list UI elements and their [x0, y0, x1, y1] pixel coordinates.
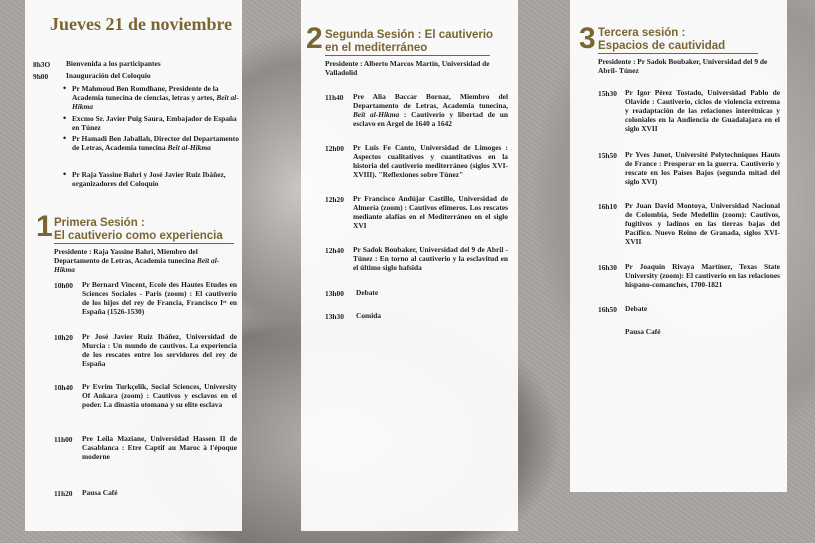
- talk-text: Comida: [356, 311, 382, 320]
- talk-text: Pr Luis Fe Canto, Universidad de Limoges : Aspectos cualitativos y cuantitativos en la historia del cautiverio mediterráneo (siglos XVI-XVIII). "Reflexiones sobre Túnez": [353, 143, 508, 179]
- talk-text: Pr Sadok Boubaker, Universidad del 9 de Abril - Túnez : En torno al cautiverio y la esclavitud en el último siglo hafsida: [353, 245, 508, 272]
- speaker-item: [72, 84, 240, 111]
- session-title: en el mediterráneo: [325, 42, 428, 54]
- opening-time: 9h00: [33, 72, 49, 81]
- talk-time: 11h00: [54, 435, 73, 444]
- speaker-name: Pr Hamadi Ben Jaballah, Director del Departamento de Letras, Academia tunecina: [72, 134, 239, 152]
- session-number: 2: [306, 22, 323, 55]
- talk-text: [353, 92, 508, 128]
- speaker-item: [72, 134, 240, 152]
- talk-time: 10h40: [54, 383, 73, 392]
- session-title: El cautiverio como experiencia: [54, 230, 223, 242]
- talk-time: 16h50: [598, 305, 617, 314]
- session-title: Tercera sesión :: [598, 27, 686, 39]
- talk-time: 10h20: [54, 333, 73, 342]
- session-title: Espacios de cautividad: [598, 40, 726, 52]
- talk-text: Debate: [625, 304, 648, 313]
- talk-time: 11h40: [325, 93, 344, 102]
- speaker-item: [72, 114, 240, 132]
- talk-text: Pr Yves Junot, Université Polytechniques Hauts de France : Prosperar en la guerra. Cautiverio y rescate en los Países Bajos (segunda mitad del siglo XVI): [625, 150, 780, 186]
- session-underline: [325, 55, 490, 56]
- talk-time: 10h00: [54, 281, 73, 290]
- talk-body: Pre Alia Baccar Bornaz, Miembro del Departamento de Letras, Academia tunecina,: [353, 92, 508, 110]
- talk-text: Pr Bernard Vincent, Ecole des Hautes Etudes en Sciences Sociales - Paris (zoom) : El cautiverio de los hijos del rey de Francia, Francisco Iᵉʳ en España (1526-1530): [82, 280, 237, 316]
- talk-text: Debate: [356, 288, 379, 297]
- talk-text: Pr Igor Pérez Tostado, Universidad Pablo de Olavide : Cautiverio, ciclos de violencia extrema y readaptación de las relaciones interétnicas y coloniales en la Audiencia de Guadalajara en el siglo XVII: [625, 88, 780, 133]
- day-title: Jueves 21 de noviembre: [50, 14, 233, 34]
- talk-time: 13h00: [325, 289, 344, 298]
- talk-text: Pr José Javier Ruiz Ibáñez, Universidad de Murcia : Un mundo de cautivos. La experiencia de los rescates entre los servidores del rey de España: [82, 332, 237, 368]
- session-underline: [598, 53, 758, 54]
- president-institution: Beït al-Hikma: [54, 256, 220, 274]
- session-number: 3: [579, 22, 596, 55]
- president-text: Presidente : Raja Yassine Bahri, Miembro del Departamento de Letras, Academia tunecina: [54, 247, 198, 265]
- session-president: [54, 247, 236, 274]
- talk-institution: Beït al-Hikma: [353, 110, 400, 119]
- talk-time: 16h30: [598, 263, 617, 272]
- talk-text: Pr Juan David Montoya, Universidad Nacional de Colombia, Sede Medellín (zoom): Cautivos, fugitivos y ladinos en las tierras bajas del Pacífico. Nuevo Reino de Granada, siglos XVI-XVII: [625, 201, 780, 246]
- session-president: Presidente : Alberto Marcos Martín, Universidad de Valladolid: [325, 59, 490, 77]
- session-underline: [54, 243, 234, 244]
- talk-time: 13h30: [325, 312, 344, 321]
- opening-text: Inauguración del Coloquio: [66, 71, 151, 80]
- session-president: Presidente : Pr Sadok Boubaker, Universidad del 9 de Abril- Túnez: [598, 57, 768, 75]
- talk-time: 12h00: [325, 144, 344, 153]
- session-title: Segunda Sesión : El cautiverio: [325, 29, 494, 41]
- talk-time: 15h30: [598, 89, 617, 98]
- talk-text: Pr Evrim Turkçelik, Social Sciences, University Of Ankara (zoom) : Cautivos y esclavos en el poder. La dinastía otomana y su elite esclava: [82, 382, 237, 409]
- talk-time: 15h50: [598, 151, 617, 160]
- speaker-institution: Beït al-Hikma: [72, 93, 239, 111]
- speaker-institution: Beït al-Hikma: [167, 143, 211, 152]
- talk-text: Pausa Café: [82, 488, 118, 497]
- speaker-name: Excmo Sr. Javier Puig Saura, Embajador de España en Túnez: [72, 114, 237, 132]
- session-title: Primera Sesión :: [54, 217, 145, 229]
- talk-text: Pre Leila Maziane, Universidad Hassen II de Casablanca : Etre Captif au Maroc à l'époque moderne: [82, 434, 237, 461]
- speaker-name: Pr Mahmoud Ben Romdhane, Presidente de la Academia tunecina de ciencias, letras y artes,: [72, 84, 219, 102]
- speaker-item: [72, 170, 240, 188]
- talk-text: Pausa Café: [625, 327, 661, 336]
- talk-time: 16h10: [598, 202, 617, 211]
- speaker-name: Pr Raja Yassine Bahri y José Javier Ruiz Ibáñez, organizadores del Coloquio: [72, 170, 226, 188]
- opening-time: 8h3O: [33, 60, 51, 69]
- talk-text: Pr Francisco Andújar Castillo, Universidad de Almería (zoom) : Cautivos efímeros. Los rescates mediante alafías en el Mediterráneo en el siglo XVI: [353, 194, 508, 230]
- session-number: 1: [36, 210, 53, 243]
- talk-body: : Cautiverio y libertad de un esclavo en Argel de 1640 a 1642: [353, 110, 508, 128]
- talk-time: 11h20: [54, 489, 73, 498]
- opening-text: Bienvenida a los participantes: [66, 59, 161, 68]
- talk-time: 12h20: [325, 195, 344, 204]
- talk-text: Pr Joaquín Rivaya Martínez, Texas State University (zoom): El cautiverio en las relaciones hispano-comanches, 1700-1821: [625, 262, 780, 289]
- talk-time: 12h40: [325, 246, 344, 255]
